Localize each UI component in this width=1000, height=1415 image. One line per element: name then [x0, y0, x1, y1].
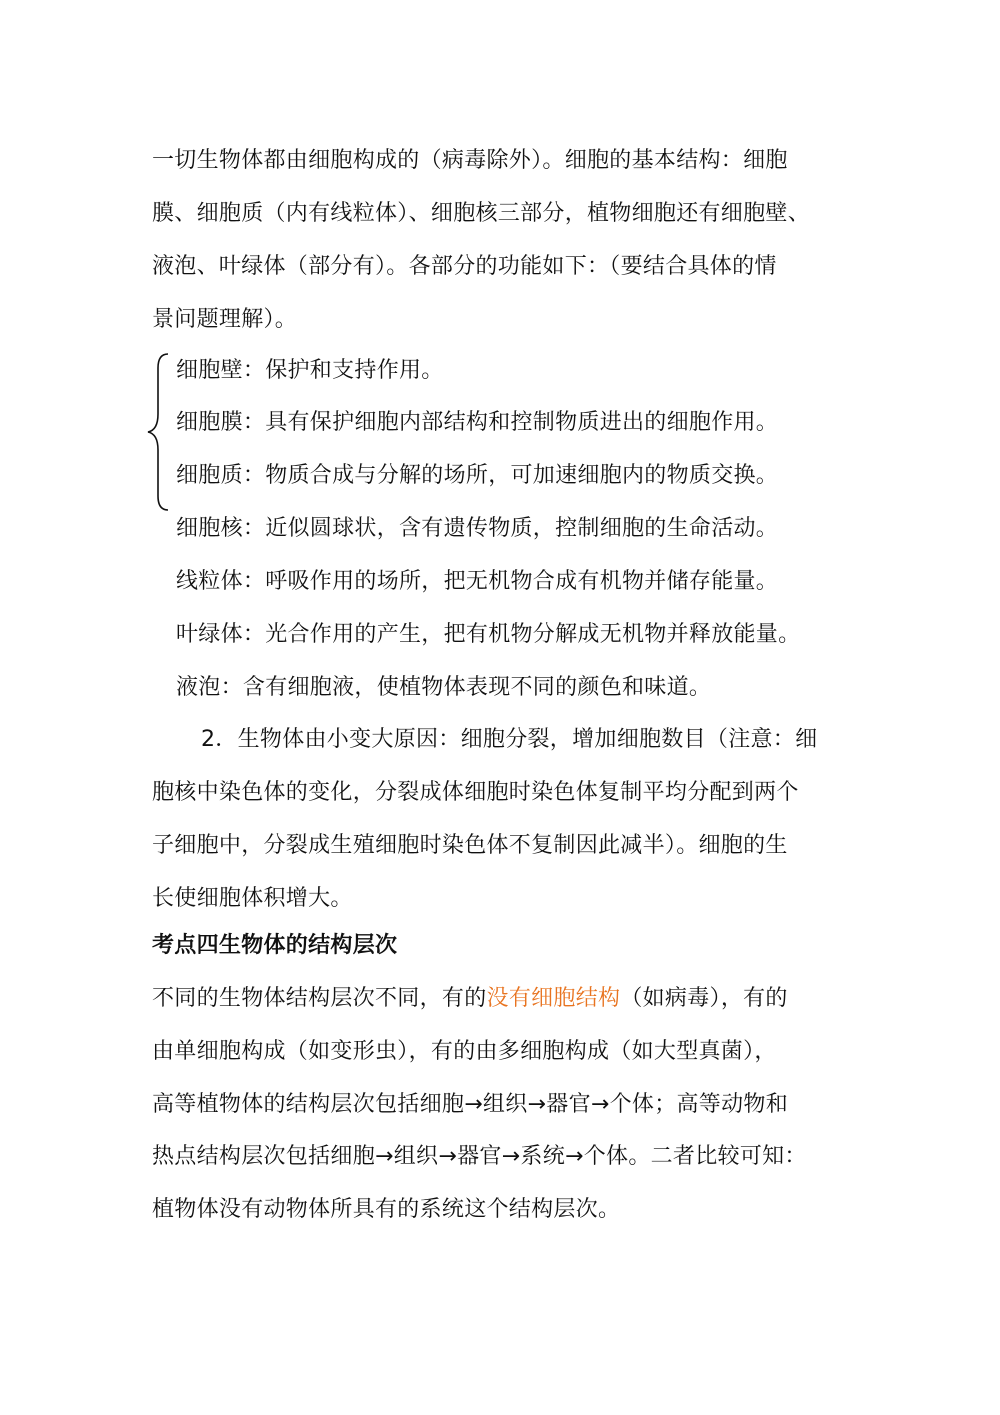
point2-line-1: 2．生物体由小变大原因：细胞分裂，增加细胞数目（注意：细 — [201, 727, 818, 752]
structure-line-1-after: （如病毒），有的 — [620, 986, 788, 1011]
point2-line-3: 子细胞中，分裂成生殖细胞时染色体不复制因此减半）。细胞的生 — [152, 833, 788, 858]
function-item-cell-wall: 细胞壁：保护和支持作用。 — [176, 358, 444, 383]
function-item-chloroplast: 叶绿体：光合作用的产生，把有机物分解成无机物并释放能量。 — [176, 622, 801, 647]
function-item-nucleus: 细胞核：近似圆球状，含有遗传物质，控制细胞的生命活动。 — [176, 516, 779, 541]
structure-line-5: 植物体没有动物体所具有的系统这个结构层次。 — [152, 1197, 621, 1222]
function-item-vacuole: 液泡：含有细胞液，使植物体表现不同的颜色和味道。 — [176, 675, 712, 700]
structure-line-1 — [152, 984, 788, 1014]
intro-line-4: 景问题理解）。 — [152, 307, 298, 332]
function-item-cytoplasm: 细胞质：物质合成与分解的场所，可加速细胞内的物质交换。 — [176, 463, 779, 488]
highlight-text: 没有细胞结构 — [486, 986, 621, 1011]
structure-line-2: 由单细胞构成（如变形虫），有的由多细胞构成（如大型真菌）， — [152, 1039, 777, 1064]
structure-line-1-before: 不同的生物体结构层次不同，有的 — [152, 986, 487, 1011]
intro-line-3: 液泡、叶绿体（部分有）。各部分的功能如下：（要结合具体的情 — [152, 254, 777, 279]
intro-line-1: 一切生物体都由细胞构成的（病毒除外）。细胞的基本结构：细胞 — [152, 148, 788, 173]
structure-line-3: 高等植物体的结构层次包括细胞→组织→器官→个体；高等动物和 — [152, 1092, 789, 1117]
section-heading: 考点四生物体的结构层次 — [152, 933, 398, 958]
function-item-mitochondria: 线粒体：呼吸作用的场所，把无机物合成有机物并储存能量。 — [176, 569, 779, 594]
curly-brace — [146, 352, 170, 512]
point2-line-2: 胞核中染色体的变化，分裂成体细胞时染色体复制平均分配到两个 — [152, 780, 799, 805]
intro-line-2: 膜、细胞质（内有线粒体）、细胞核三部分，植物细胞还有细胞壁、 — [152, 201, 811, 226]
point2-line-4: 长使细胞体积增大。 — [152, 886, 353, 911]
function-item-cell-membrane: 细胞膜：具有保护细胞内部结构和控制物质进出的细胞作用。 — [176, 410, 779, 435]
structure-line-4: 热点结构层次包括细胞→组织→器官→系统→个体。二者比较可知： — [152, 1144, 807, 1169]
